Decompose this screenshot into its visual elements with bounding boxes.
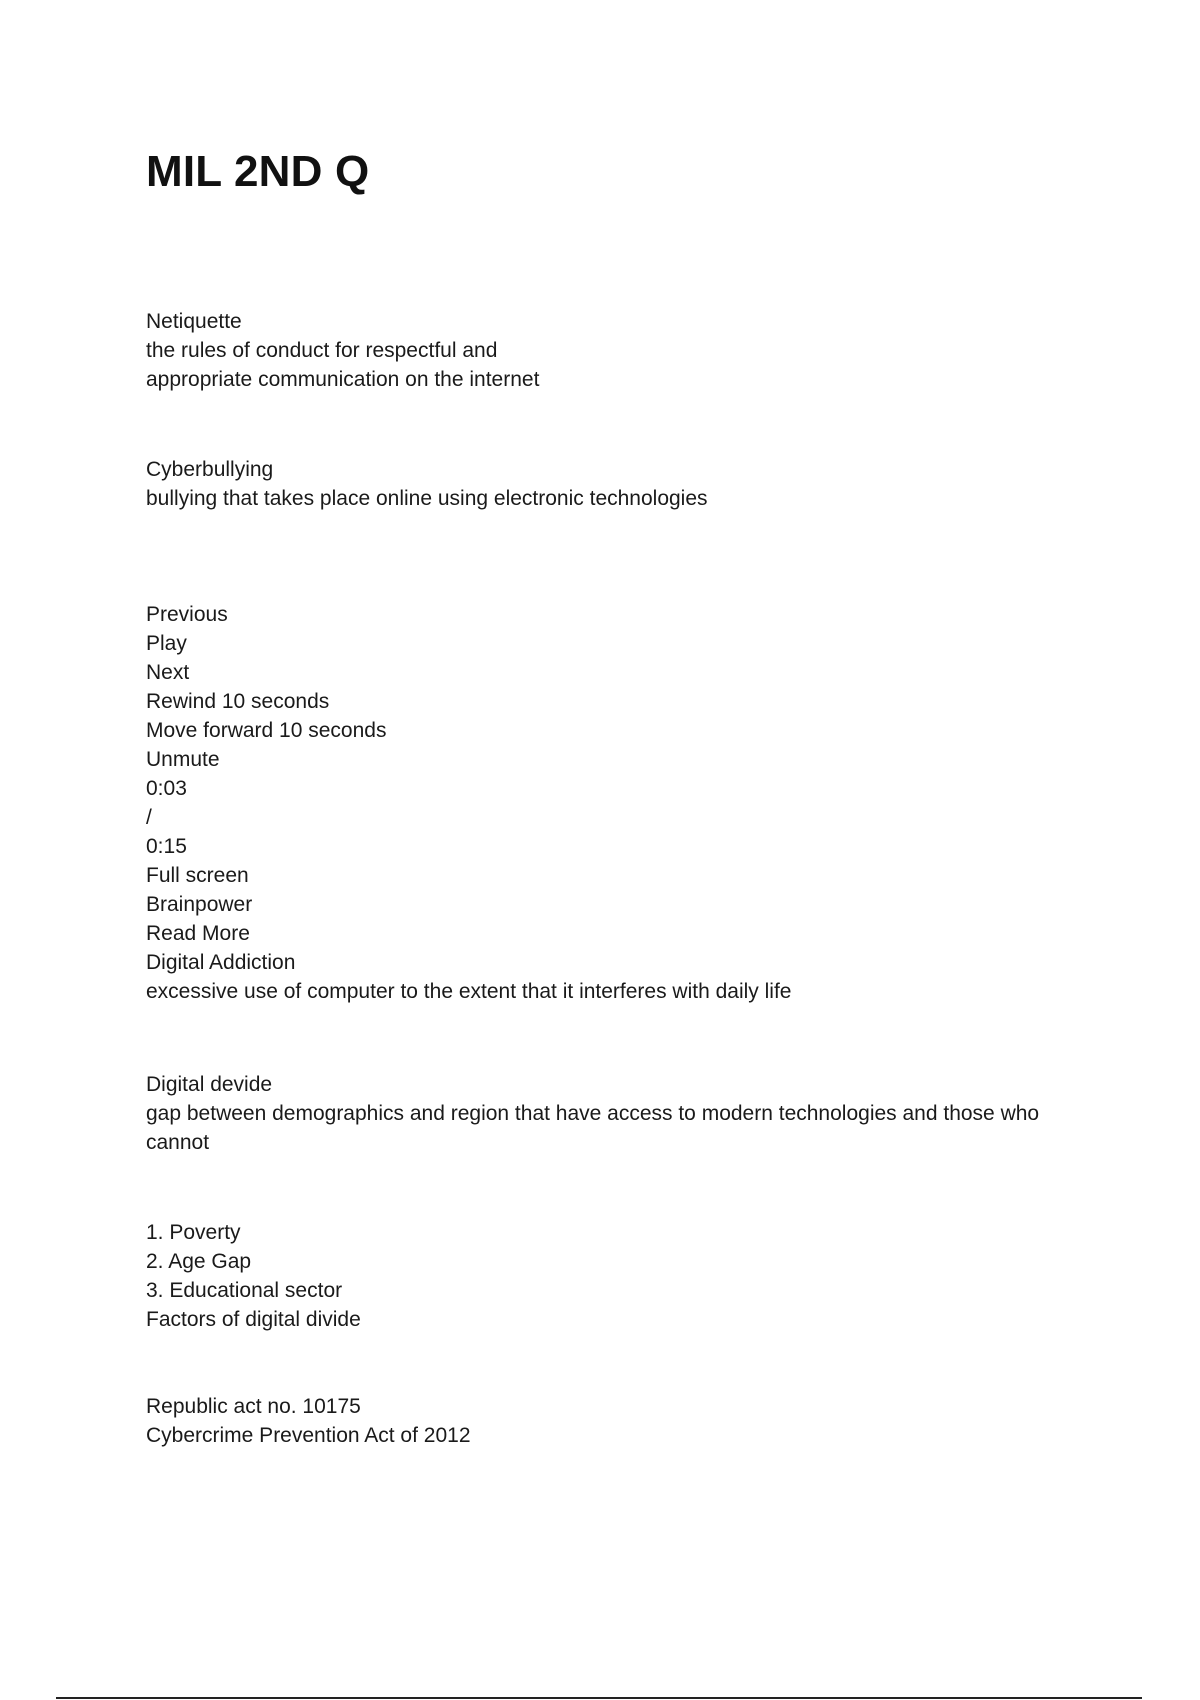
factor-item-2: 2. Age Gap xyxy=(146,1250,252,1273)
digital-addiction-definition: excessive use of computer to the extent that it interferes with daily life xyxy=(146,980,792,1003)
previous-button[interactable]: Previous xyxy=(146,603,228,626)
footer-divider xyxy=(56,1697,1142,1699)
digital-divide-definition: gap between demographics and region that have access to modern technologies and those who cannot xyxy=(146,1102,1040,1154)
republic-act-definition: Cybercrime Prevention Act of 2012 xyxy=(146,1424,471,1447)
play-button[interactable]: Play xyxy=(146,632,187,655)
duration: 0:15 xyxy=(146,835,187,858)
factor-item-3: 3. Educational sector xyxy=(146,1279,343,1302)
factor-item-1: 1. Poverty xyxy=(146,1221,241,1244)
unmute-button[interactable]: Unmute xyxy=(146,748,220,771)
netiquette-card xyxy=(146,307,1096,394)
netiquette-definition-line-1: the rules of conduct for respectful and xyxy=(146,339,498,362)
page-title: MIL 2ND Q xyxy=(146,147,370,196)
brainpower-label: Brainpower xyxy=(146,893,253,916)
factors-card xyxy=(146,1218,1096,1334)
digital-addiction-term: Digital Addiction xyxy=(146,951,296,974)
republic-act-term: Republic act no. 10175 xyxy=(146,1395,361,1418)
republic-act-card xyxy=(146,1392,1096,1450)
cyberbullying-definition: bullying that takes place online using electronic technologies xyxy=(146,487,708,510)
digital-divide-term: Digital devide xyxy=(146,1073,273,1096)
netiquette-definition-line-2: appropriate communication on the internet xyxy=(146,368,540,391)
media-player-text xyxy=(146,600,1096,1006)
rewind-button[interactable]: Rewind 10 seconds xyxy=(146,690,330,713)
full-screen-button[interactable]: Full screen xyxy=(146,864,249,887)
cyberbullying-card xyxy=(146,455,1096,513)
factors-label: Factors of digital divide xyxy=(146,1308,361,1331)
next-button[interactable]: Next xyxy=(146,661,190,684)
read-more-link[interactable]: Read More xyxy=(146,922,250,945)
forward-button[interactable]: Move forward 10 seconds xyxy=(146,719,387,742)
time-separator: / xyxy=(146,806,152,829)
cyberbullying-term: Cyberbullying xyxy=(146,458,274,481)
digital-divide-card xyxy=(146,1070,1096,1157)
current-time: 0:03 xyxy=(146,777,187,800)
netiquette-term: Netiquette xyxy=(146,310,242,333)
